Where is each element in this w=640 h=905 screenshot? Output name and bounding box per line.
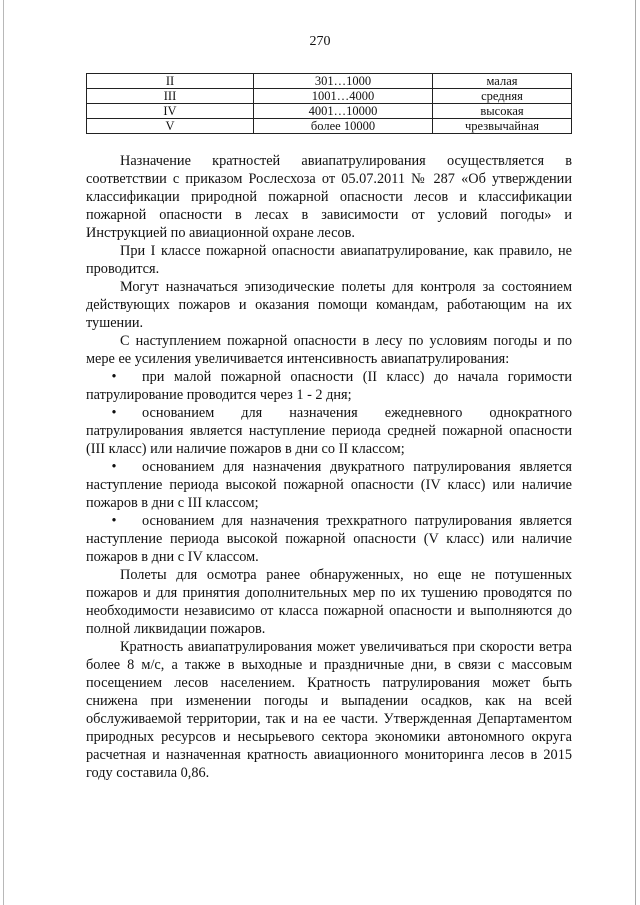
paragraph-frequency: Кратность авиапатрулирования может увеличиваться при скорости ветра более 8 м/с, а также в выходные и праздничные дни, в связи с массовым посещением лесов населением. Кратность патрулирования может быть снижена при изменении погоды и выпадении осадков, как на всей обслуживаемой территории, так и на ее части. Утвержденная Департаментом природных ресурсов и несырьевого сектора экономики автономного округа расчетная и назначенная кратность авиационного мониторинга лесов в 2015 году составила 0,86. (86, 639, 572, 781)
list-item (86, 458, 572, 512)
scan-edge-right (635, 0, 636, 905)
paragraph-class-one: При I классе пожарной опасности авиапатрулирование, как правило, не проводится. (86, 243, 572, 277)
paragraph-flights-inspection: Полеты для осмотра ранее обнаруженных, но еще не потушенных пожаров и для принятия дополнительных мер по их тушению проводятся по необходимости независимо от класса пожарной опасности и выполняются до полной ликвидации пожаров. (86, 567, 572, 637)
page-number: 270 (309, 34, 331, 49)
list-item (86, 512, 572, 566)
list-item-text: при малой пожарной опасности (II класс) до начала горимости патрулирование проводится через 1 - 2 дня; (86, 369, 572, 403)
fire-class-table (86, 73, 572, 134)
table-row (87, 104, 572, 119)
bullet-icon: • (111, 405, 117, 421)
document-body (86, 152, 572, 782)
paragraph-intensity: С наступлением пожарной опасности в лесу по условиям погоды и по мере ее усиления увеличивается интенсивность авиапатрулирования: (86, 333, 572, 367)
table-row (87, 119, 572, 134)
bullet-icon: • (111, 369, 117, 385)
table-cell-class: IV (87, 104, 254, 119)
list-item (86, 404, 572, 458)
table-cell-danger: малая (433, 74, 572, 89)
table-cell-index: 301…1000 (254, 74, 433, 89)
table-cell-class: II (87, 74, 254, 89)
table-cell-danger: средняя (433, 89, 572, 104)
list-item (86, 368, 572, 404)
table-cell-danger: высокая (433, 104, 572, 119)
list-item-text: основанием для назначения трехкратного патрулирования является наступление периода высокой пожарной опасности (V класс) или наличие пожаров в дни с IV классом. (86, 513, 572, 565)
table-cell-index: 1001…4000 (254, 89, 433, 104)
bullet-icon: • (111, 459, 117, 475)
table-cell-danger: чрезвычайная (433, 119, 572, 134)
table-row (87, 74, 572, 89)
list-item-text: основанием для назначения ежедневного однократного патрулирования является наступление периода средней пожарной опасности (III класс) или наличие пожаров в дни со II классом; (86, 405, 572, 457)
scan-edge-left (3, 0, 4, 905)
table-cell-class: V (87, 119, 254, 134)
table-row (87, 89, 572, 104)
list-item-text: основанием для назначения двукратного патрулирования является наступление периода высокой пожарной опасности (IV класс) или наличие пожаров в дни с III классом; (86, 459, 572, 511)
table-cell-class: III (87, 89, 254, 104)
bullet-icon: • (111, 513, 117, 529)
paragraph-assignment: Назначение кратностей авиапатрулирования осуществляется в соответствии с приказом Рослесхоза от 05.07.2011 № 287 «Об утверждении классификации природной пожарной опасности лесов и классификации пожарной опасности в лесах в зависимости от условий погоды» и Инструкцией по авиационной охране лесов. (86, 153, 572, 241)
table-cell-index: 4001…10000 (254, 104, 433, 119)
paragraph-episodic-flights: Могут назначаться эпизодические полеты для контроля за состоянием действующих пожаров и оказания помощи командам, работающим на их тушении. (86, 279, 572, 331)
table-cell-index: более 10000 (254, 119, 433, 134)
